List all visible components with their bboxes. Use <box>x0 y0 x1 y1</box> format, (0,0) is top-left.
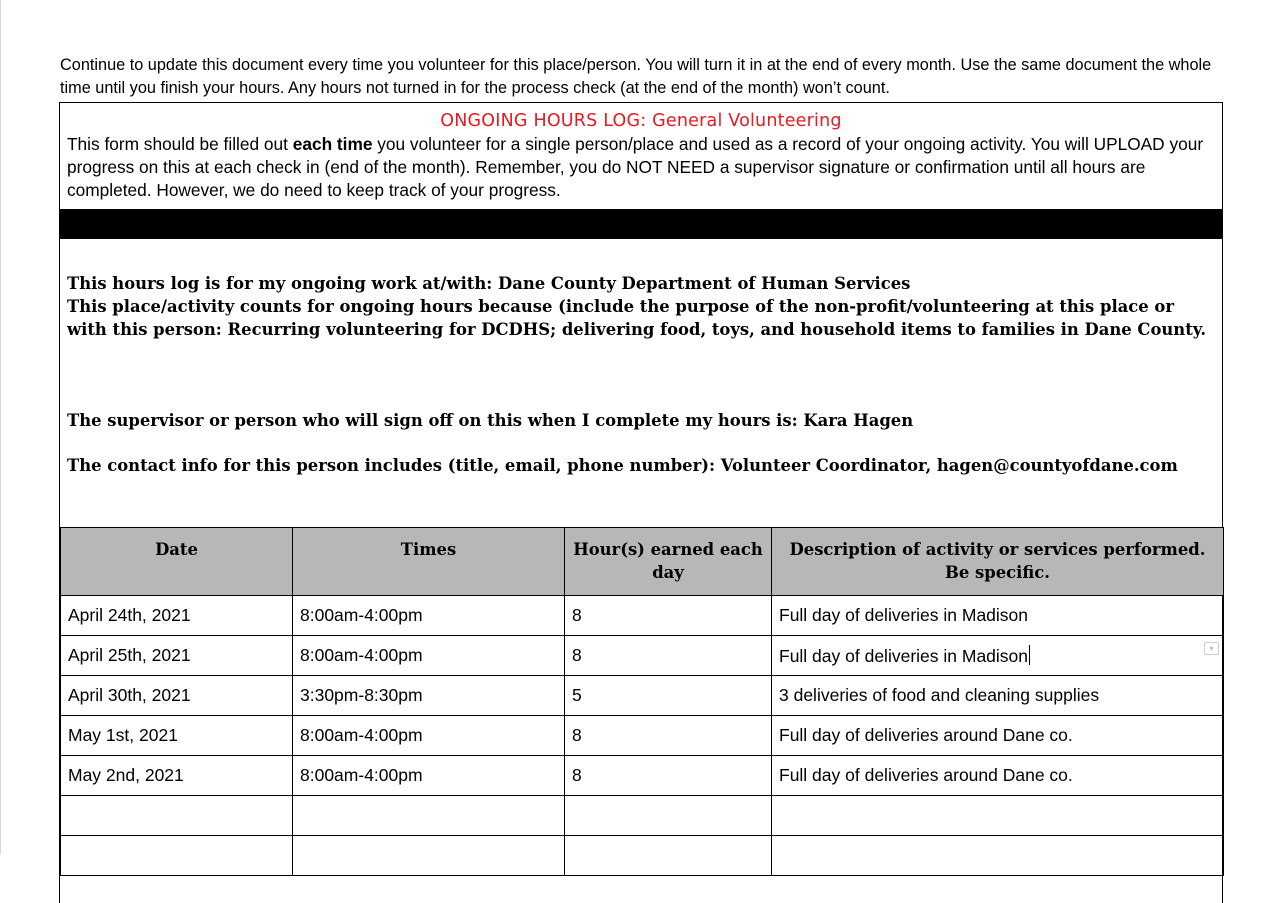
cell-times[interactable] <box>293 796 565 836</box>
table-row <box>61 756 1224 796</box>
cell-times[interactable] <box>293 596 565 636</box>
cell-times[interactable] <box>293 756 565 796</box>
divider-bar <box>60 209 1222 239</box>
cell-date-text: April 25th, 2021 <box>68 645 191 665</box>
cell-desc[interactable] <box>772 836 1224 876</box>
hours-table <box>60 527 1224 876</box>
table-header-row <box>61 528 1224 596</box>
cell-desc-text: Full day of deliveries in Madison <box>779 605 1029 625</box>
instructions-text-1: This form should be filled out <box>67 134 293 154</box>
cell-date[interactable] <box>61 636 293 676</box>
cell-hours[interactable] <box>565 716 772 756</box>
header-times: Times <box>293 528 565 596</box>
cell-times-text: 8:00am-4:00pm <box>300 725 423 745</box>
header-hours: Hour(s) earned each day <box>565 528 772 596</box>
hours-log-form <box>59 102 1223 903</box>
cell-desc[interactable] <box>772 796 1224 836</box>
instructions-emphasis: each time <box>292 134 373 154</box>
cell-times-text: 3:30pm-8:30pm <box>300 685 423 705</box>
cell-desc-text: 3 deliveries of food and cleaning supplies <box>779 685 1100 705</box>
page-edge <box>0 0 1 854</box>
instructions-text-2: you volunteer for a single person/place and used as a record of your ongoing activity. You will UPLOAD your progress on this at each check in (end of the month). Remember, you do NOT NEED a supervisor signature or confirmation until all hours are completed. However, we do need to keep track of your progress. <box>67 134 1204 200</box>
cell-hours-text: 8 <box>572 765 582 785</box>
cell-hours[interactable] <box>565 756 772 796</box>
cell-date[interactable] <box>61 756 293 796</box>
cell-times[interactable] <box>293 836 565 876</box>
cell-hours-text: 5 <box>572 685 582 705</box>
header-description: Description of activity or services performed. Be specific. <box>772 528 1224 596</box>
cell-desc-text: Full day of deliveries around Dane co. <box>779 725 1073 745</box>
cell-date[interactable] <box>61 596 293 636</box>
table-row <box>61 596 1224 636</box>
cell-date-text: April 24th, 2021 <box>68 605 191 625</box>
cell-hours[interactable] <box>565 836 772 876</box>
cell-hours[interactable] <box>565 676 772 716</box>
chevron-down-icon[interactable]: ▾ <box>1204 642 1219 655</box>
contact-line[interactable]: The contact info for this person includes (title, email, phone number): Volunteer Coordinator, hagen@countyofdane.com <box>67 456 1178 475</box>
table-row <box>61 836 1224 876</box>
cell-date-text: May 1st, 2021 <box>68 725 178 745</box>
cell-times-text: 8:00am-4:00pm <box>300 645 423 665</box>
cell-desc[interactable] <box>772 756 1224 796</box>
cell-date[interactable] <box>61 716 293 756</box>
cell-date[interactable] <box>61 836 293 876</box>
header-date: Date <box>61 528 293 596</box>
supervisor-line[interactable]: The supervisor or person who will sign off on this when I complete my hours is: Kara Hagen <box>67 411 914 430</box>
cell-date[interactable] <box>61 676 293 716</box>
cell-desc[interactable] <box>772 716 1224 756</box>
cell-desc-text: Full day of deliveries in Madison <box>779 645 1029 666</box>
cell-desc[interactable] <box>772 596 1224 636</box>
cell-desc[interactable] <box>772 676 1224 716</box>
cell-hours-text: 8 <box>572 725 582 745</box>
table-row <box>61 676 1224 716</box>
form-instructions <box>67 133 1217 202</box>
cell-hours-text: 8 <box>572 605 582 625</box>
table-row <box>61 796 1224 836</box>
org-line: This hours log is for my ongoing work at/with: Dane County Department of Human Services <box>67 274 911 293</box>
cell-date[interactable] <box>61 796 293 836</box>
cell-times[interactable] <box>293 716 565 756</box>
text-cursor <box>1029 645 1030 665</box>
intro-paragraph: Continue to update this document every time you volunteer for this place/person. You will turn it in at the end of every month. Use the same document the whole time until you finish your hours. Any hours not turned in for the process check (at the end of the month) won’t count. <box>60 56 1212 97</box>
org-section[interactable] <box>67 272 1217 341</box>
cell-date-text: May 2nd, 2021 <box>68 765 184 785</box>
form-title: ONGOING HOURS LOG: General Volunteering <box>440 111 842 131</box>
cell-desc[interactable] <box>772 636 1224 676</box>
cell-times[interactable] <box>293 676 565 716</box>
cell-times-text: 8:00am-4:00pm <box>300 765 423 785</box>
cell-hours[interactable] <box>565 636 772 676</box>
cell-hours-text: 8 <box>572 645 582 665</box>
purpose-line: This place/activity counts for ongoing hours because (include the purpose of the non-profit/volunteering at this place or with this person: Recurring volunteering for DCDHS; delivering food, toys, and household items to families in Dane County. <box>67 297 1207 339</box>
cell-hours[interactable] <box>565 596 772 636</box>
table-row <box>61 716 1224 756</box>
table-row <box>61 636 1224 676</box>
cell-hours[interactable] <box>565 796 772 836</box>
cell-desc-text: Full day of deliveries around Dane co. <box>779 765 1073 785</box>
cell-date-text: April 30th, 2021 <box>68 685 191 705</box>
cell-times[interactable] <box>293 636 565 676</box>
cell-times-text: 8:00am-4:00pm <box>300 605 423 625</box>
